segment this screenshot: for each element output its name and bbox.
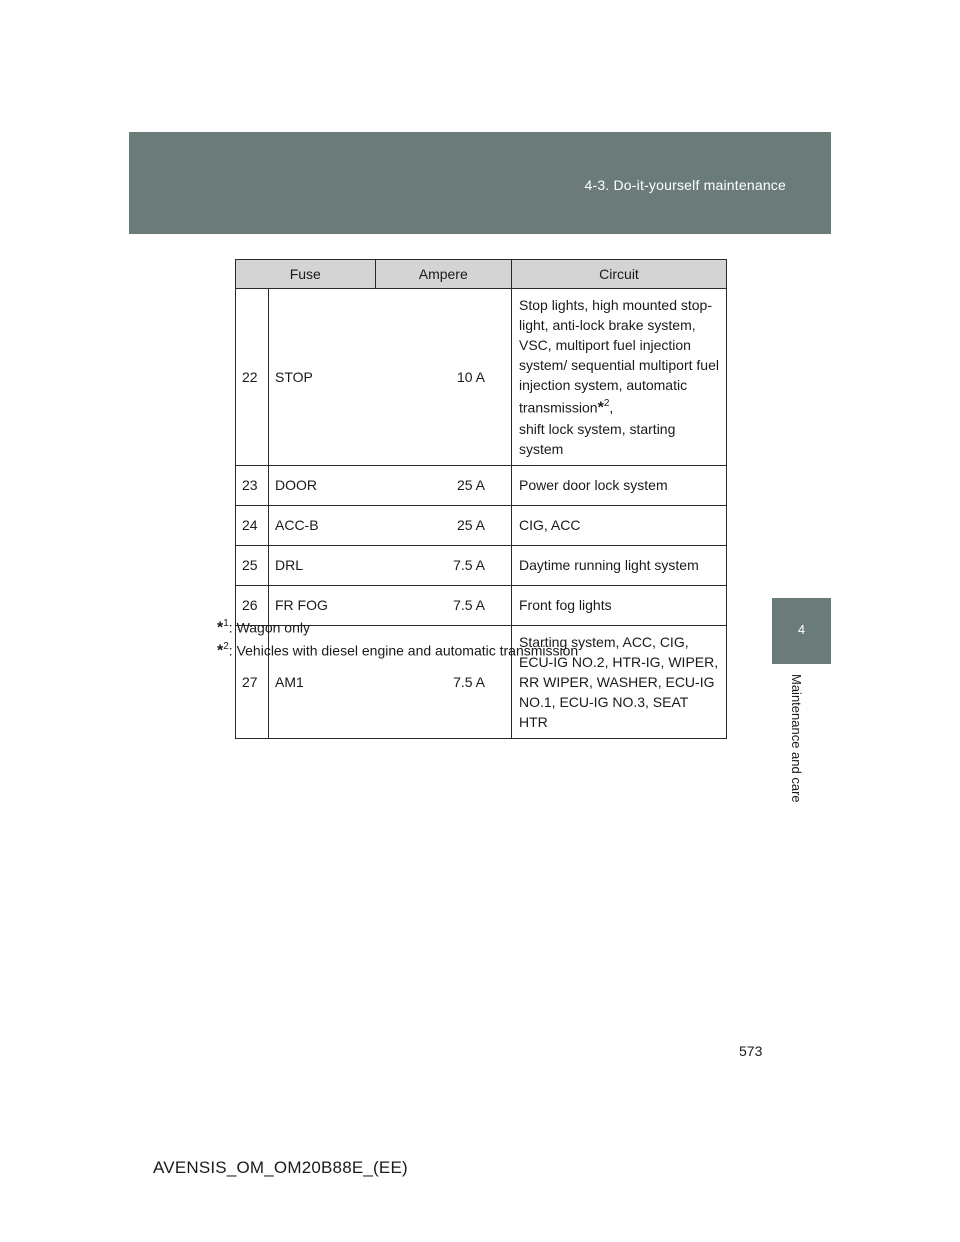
footnote-text: : Wagon only — [228, 619, 310, 636]
fuse-circuit: Front fog lights — [512, 585, 727, 625]
fuse-ampere: 10 A — [375, 289, 512, 466]
fuse-number: 24 — [236, 505, 269, 545]
fuse-table — [235, 259, 727, 739]
fuse-number: 26 — [236, 585, 269, 625]
footnote-text: : Vehicles with diesel engine and automatic transmission — [228, 642, 579, 659]
header-ampere: Ampere — [375, 260, 512, 289]
table-header-row — [236, 260, 727, 289]
fuse-ampere: 25 A — [375, 505, 512, 545]
table-row — [236, 289, 727, 466]
fuse-name: AM1 — [269, 625, 376, 738]
chapter-number: 4 — [797, 622, 806, 637]
footnote-ref: 1 — [223, 618, 229, 629]
document-id: AVENSIS_OM_OM20B88E_(EE) — [153, 1158, 408, 1177]
fuse-name: DRL — [269, 545, 376, 585]
fuse-name: FR FOG — [269, 585, 376, 625]
footnote — [217, 615, 578, 638]
fuse-ampere: 7.5 A — [375, 625, 512, 738]
footnote-asterisk: * — [217, 642, 224, 660]
circuit-text-tail: shift lock system, starting system — [519, 420, 676, 457]
table-row — [236, 505, 727, 545]
fuse-name: DOOR — [269, 465, 376, 505]
fuse-name: STOP — [269, 289, 376, 466]
circuit-text: Stop lights, high mounted stop-light, anti-lock brake system, VSC, multiport fuel injection system/ sequential multiport fuel injection system, automatic transmission — [519, 297, 719, 416]
fuse-number: 25 — [236, 545, 269, 585]
fuse-circuit: Power door lock system — [512, 465, 727, 505]
fuse-ampere: 7.5 A — [375, 545, 512, 585]
fuse-number: 23 — [236, 465, 269, 505]
header-band — [129, 132, 831, 234]
table-row — [236, 465, 727, 505]
circuit-comma: , — [609, 399, 614, 416]
header-fuse: Fuse — [236, 260, 376, 289]
fuse-circuit: CIG, ACC — [512, 505, 727, 545]
fuse-number: 22 — [236, 289, 269, 466]
chapter-label-container — [788, 674, 808, 824]
fuse-circuit — [512, 289, 727, 466]
fuse-name: ACC-B — [269, 505, 376, 545]
fuse-circuit: Starting system, ACC, CIG, ECU-IG NO.2, HTR-IG, WIPER, RR WIPER, WASHER, ECU-IG NO.1, ECU-IG NO.3, SEAT HTR — [512, 625, 727, 738]
fuse-ampere: 25 A — [375, 465, 512, 505]
fuse-ampere: 7.5 A — [375, 585, 512, 625]
table-row — [236, 545, 727, 585]
footnotes — [217, 615, 578, 660]
footnote-ref: 2 — [603, 398, 610, 409]
footnote — [217, 638, 578, 661]
chapter-label: Maintenance and care — [789, 674, 804, 803]
footnote-asterisk: * — [217, 619, 224, 637]
header-circuit: Circuit — [512, 260, 727, 289]
chapter-tab — [772, 598, 831, 664]
section-title: 4-3. Do-it-yourself maintenance — [584, 177, 786, 193]
footnote-asterisk: * — [597, 399, 604, 417]
footnote-ref: 2 — [223, 640, 229, 652]
page-number: 573 — [739, 1043, 763, 1059]
fuse-number: 27 — [236, 625, 269, 738]
fuse-circuit: Daytime running light system — [512, 545, 727, 585]
